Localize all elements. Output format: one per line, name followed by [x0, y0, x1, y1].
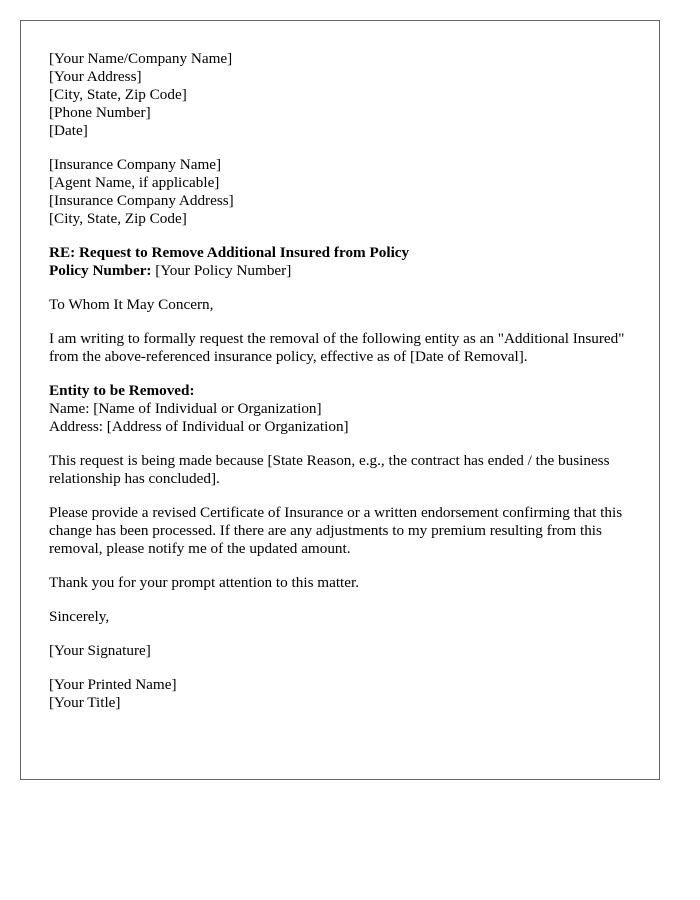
entity-block [49, 382, 631, 436]
recipient-block [49, 156, 631, 228]
request-paragraph: Please provide a revised Certificate of Insurance or a written endorsement confirming that this change has been processed. If there are any adjustments to my premium resulting from this removal, please notify me of the updated amount. [49, 504, 623, 557]
entity-address: Address: [Address of Individual or Organization] [49, 418, 349, 435]
recipient-company: [Insurance Company Name] [49, 156, 222, 173]
signature: [Your Signature] [49, 642, 151, 659]
closing: Sincerely, [49, 608, 110, 625]
sender-address: [Your Address] [49, 68, 142, 85]
recipient-agent: [Agent Name, if applicable] [49, 174, 220, 191]
salutation: To Whom It May Concern, [49, 296, 214, 313]
intro-paragraph: I am writing to formally request the removal of the following entity as an "Additional Insured" from the above-referenced insurance policy, effective as of [Date of Removal]. [49, 330, 625, 365]
sender-city: [City, State, Zip Code] [49, 86, 187, 103]
subject-block [49, 244, 631, 280]
sender-phone: [Phone Number] [49, 104, 151, 121]
signer-block [49, 676, 631, 712]
recipient-address: [Insurance Company Address] [49, 192, 234, 209]
sender-name: [Your Name/Company Name] [49, 50, 233, 67]
letter-date: [Date] [49, 122, 88, 139]
subject-line: RE: Request to Remove Additional Insured from Policy [49, 244, 410, 261]
sender-block [49, 50, 631, 140]
thanks-paragraph: Thank you for your prompt attention to this matter. [49, 574, 360, 591]
letter-page [20, 20, 660, 780]
policy-number-label: Policy Number: [49, 262, 152, 279]
printed-name: [Your Printed Name] [49, 676, 177, 693]
policy-number-value: [Your Policy Number] [155, 262, 292, 279]
entity-heading: Entity to be Removed: [49, 382, 195, 399]
entity-name: Name: [Name of Individual or Organization] [49, 400, 322, 417]
recipient-city: [City, State, Zip Code] [49, 210, 187, 227]
policy-number-line [49, 262, 631, 280]
signer-title: [Your Title] [49, 694, 121, 711]
reason-paragraph: This request is being made because [State Reason, e.g., the contract has ended / the business relationship has concluded]. [49, 452, 610, 487]
